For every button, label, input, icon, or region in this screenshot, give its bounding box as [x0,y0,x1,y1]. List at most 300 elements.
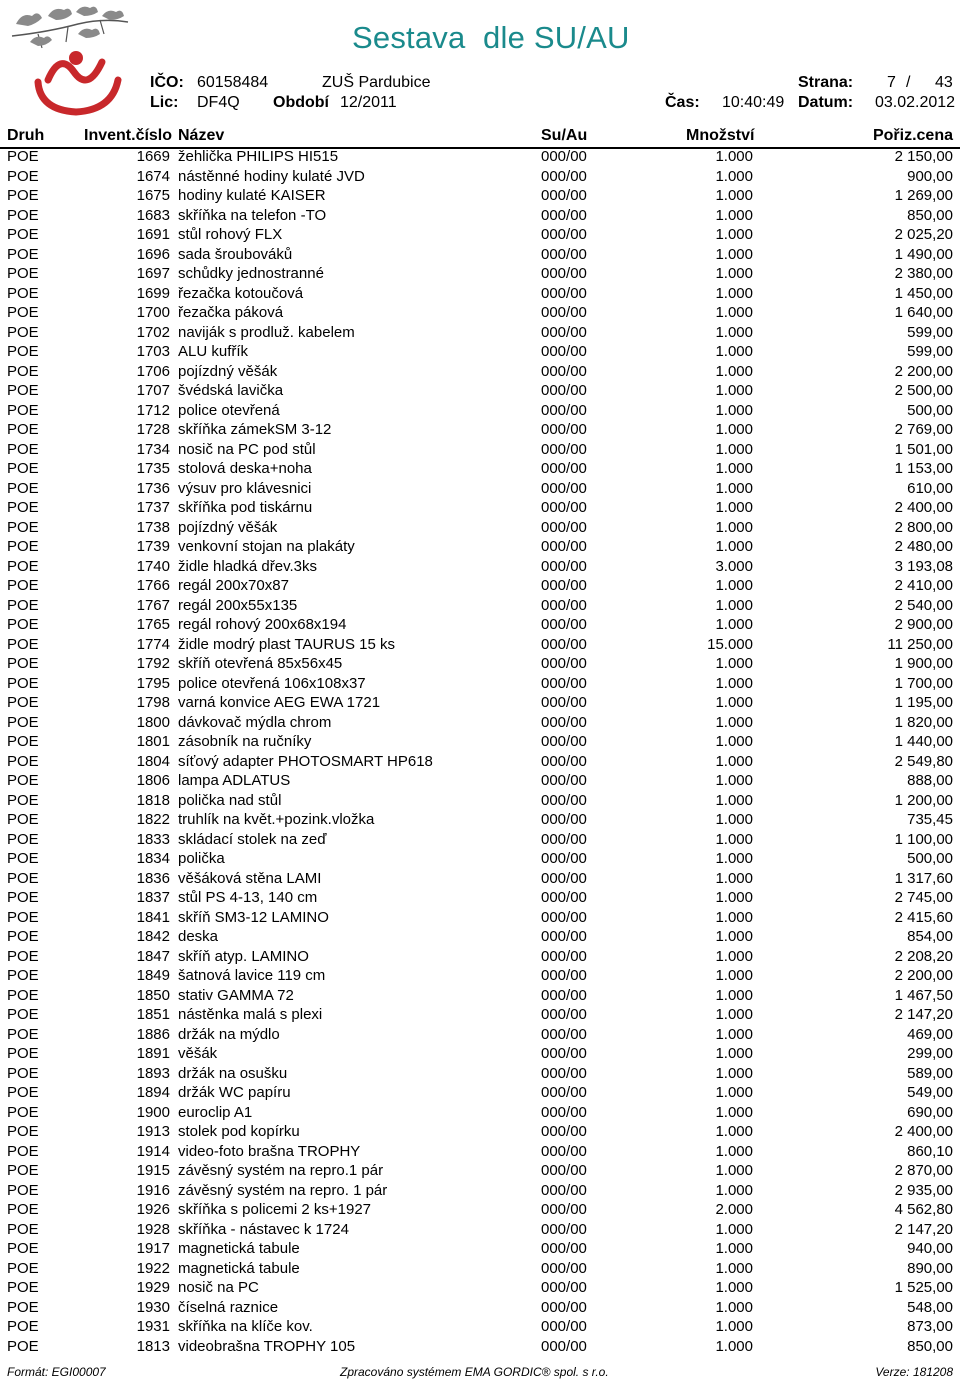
cell-price: 2 900,00 [894,616,953,633]
table-row [0,869,960,889]
cell-price: 2 400,00 [894,1123,953,1140]
time-label: Čas: [665,94,700,111]
cell-druh: POE [7,1045,39,1062]
cell-su: 000/00 [541,1103,587,1121]
cell-qty: 1.000 [715,1064,753,1082]
table-row [0,401,960,421]
cell-druh: POE [7,1142,39,1160]
cell-price: 549,00 [907,1084,953,1101]
cell-name: skříň otevřená 85x56x45 [178,655,343,672]
cell-qty: 1.000 [715,499,753,516]
cell-druh: POE [7,1064,39,1082]
cell-name: skříň atyp. LAMINO [178,947,309,965]
footer-format: Formát: EGI00007 [7,1365,106,1379]
table-row [0,752,960,772]
cell-price: 1 440,00 [894,733,953,750]
cell-price: 1 195,00 [894,694,953,711]
table-row [0,713,960,733]
cell-name: nosič na PC [178,1279,259,1296]
table-row [0,888,960,908]
cell-qty: 1.000 [715,986,753,1004]
table-row [0,908,960,928]
cell-qty: 1.000 [715,167,753,185]
cell-price: 2 549,80 [894,752,953,770]
cell-druh: POE [7,1337,39,1355]
cell-name: stůl rohový FLX [178,226,283,243]
table-row [0,440,960,460]
cell-qty: 1.000 [715,791,753,809]
cell-name: dávkovač mýdla chrom [178,713,332,731]
table-row [0,303,960,323]
cell-su: 000/00 [541,460,587,477]
cell-invent: 1707 [136,382,170,399]
cell-price: 2 400,00 [894,499,953,516]
cell-name: šatnová lavice 119 cm [178,967,326,984]
cell-qty: 1.000 [715,577,753,594]
cell-qty: 1.000 [715,226,753,243]
cell-druh: POE [7,167,39,185]
table-row [0,1200,960,1220]
cell-price: 3 193,08 [894,557,953,575]
cell-su: 000/00 [541,1084,587,1101]
cell-name: židle modrý plast TAURUS 15 ks [178,635,396,653]
table-row [0,1005,960,1025]
cell-name: nástěnka malá s plexi [178,1006,323,1023]
table-row [0,693,960,713]
cell-su: 000/00 [541,928,587,945]
table-row [0,1083,960,1103]
table-row [0,596,960,616]
cell-name: naviják s prodluž. kabelem [178,323,355,341]
cell-su: 000/00 [541,1337,587,1355]
cell-name: skříňka na telefon -TO [178,206,327,224]
table-row [0,771,960,791]
cell-name: skříňka zámekSM 3-12 [178,421,332,438]
lic-label: Lic: [150,94,179,111]
cell-qty: 1.000 [715,1045,753,1062]
cell-qty: 1.000 [715,148,753,165]
cell-druh: POE [7,265,39,282]
cell-invent: 1834 [136,850,170,867]
cell-qty: 1.000 [715,1259,753,1277]
cell-name: skříň SM3-12 LAMINO [178,908,329,926]
cell-druh: POE [7,382,39,399]
cell-su: 000/00 [541,655,587,672]
cell-invent: 1767 [136,596,170,614]
cell-druh: POE [7,791,39,809]
cell-qty: 1.000 [715,1162,753,1179]
cell-price: 2 480,00 [894,538,953,555]
cell-name: věšáková stěna LAMI [178,869,322,887]
cell-su: 000/00 [541,947,587,965]
cell-name: videobrašna TROPHY 105 [178,1337,356,1355]
cell-qty: 1.000 [715,1181,753,1199]
cell-price: 4 562,80 [894,1201,953,1218]
cell-qty: 1.000 [715,1220,753,1238]
cell-druh: POE [7,635,39,653]
cell-qty: 1.000 [715,928,753,945]
cell-price: 548,00 [907,1298,953,1316]
cell-su: 000/00 [541,1045,587,1062]
cell-invent: 1836 [136,869,170,887]
cell-su: 000/00 [541,967,587,984]
cell-su: 000/00 [541,1240,587,1257]
table-row [0,1220,960,1240]
cell-name: pojízdný věšák [178,518,278,536]
cell-invent: 1766 [136,577,170,594]
cell-qty: 1.000 [715,752,753,770]
cell-name: zásobník na ručníky [178,733,312,750]
cell-qty: 1.000 [715,1006,753,1023]
cell-name: závěsný systém na repro. 1 pár [178,1181,388,1199]
cell-su: 000/00 [541,635,587,653]
cell-invent: 1926 [136,1201,170,1218]
cell-druh: POE [7,440,39,458]
cell-name: video-foto brašna TROPHY [178,1142,361,1160]
cell-invent: 1849 [136,967,170,984]
cell-price: 1 820,00 [894,713,953,731]
cell-qty: 1.000 [715,479,753,497]
organization-name: ZUŠ Pardubice [322,74,431,91]
table-row [0,167,960,187]
cell-price: 888,00 [907,772,953,789]
cell-su: 000/00 [541,1279,587,1296]
cell-name: držák WC papíru [178,1084,291,1101]
cell-name: deska [178,928,219,945]
cell-name: číselná raznice [178,1298,279,1316]
cell-su: 000/00 [541,1259,587,1277]
cell-name: hodiny kulaté KAISER [178,187,326,204]
cell-druh: POE [7,694,39,711]
cell-druh: POE [7,577,39,594]
cell-su: 000/00 [541,889,587,906]
cell-druh: POE [7,1181,39,1199]
cell-invent: 1702 [136,323,170,341]
cell-druh: POE [7,1006,39,1023]
cell-su: 000/00 [541,557,587,575]
cell-druh: POE [7,206,39,224]
cell-name: regál 200x70x87 [178,577,289,594]
cell-invent: 1691 [136,226,170,243]
cell-su: 000/00 [541,869,587,887]
table-row [0,381,960,401]
table-row [0,1278,960,1298]
cell-price: 1 700,00 [894,674,953,692]
cell-druh: POE [7,148,39,165]
cell-druh: POE [7,655,39,672]
cell-name: držák na mýdlo [178,1025,280,1043]
cell-invent: 1674 [136,167,170,185]
cell-qty: 1.000 [715,967,753,984]
cell-su: 000/00 [541,518,587,536]
table-row [0,615,960,635]
cell-name: magnetická tabule [178,1240,300,1257]
cell-name: žehlička PHILIPS HI515 [178,148,339,165]
table-row [0,1181,960,1201]
table-row [0,498,960,518]
cell-druh: POE [7,226,39,243]
cell-su: 000/00 [541,1201,587,1218]
page-total: 43 [935,74,953,91]
cell-invent: 1818 [136,791,170,809]
cell-invent: 1931 [136,1318,170,1335]
table-row [0,654,960,674]
cell-qty: 1.000 [715,694,753,711]
column-header-qty: Množství [686,127,755,144]
cell-druh: POE [7,362,39,380]
cell-druh: POE [7,1084,39,1101]
cell-su: 000/00 [541,479,587,497]
cell-price: 1 200,00 [894,791,953,809]
date-value: 03.02.2012 [875,94,956,111]
cell-name: držák na osušku [178,1064,288,1082]
cell-name: police otevřená [178,401,280,419]
page-label: Strana: [798,74,854,91]
cell-price: 2 147,20 [894,1006,953,1023]
cell-druh: POE [7,811,39,828]
cell-su: 000/00 [541,343,587,360]
cell-invent: 1837 [136,889,170,906]
cell-qty: 1.000 [715,440,753,458]
cell-invent: 1850 [136,986,170,1004]
table-row [0,245,960,265]
table-row [0,1259,960,1279]
cell-su: 000/00 [541,986,587,1004]
table-row [0,479,960,499]
cell-invent: 1735 [136,460,170,477]
cell-su: 000/00 [541,148,587,165]
cell-druh: POE [7,1279,39,1296]
cell-druh: POE [7,830,39,848]
cell-price: 610,00 [907,479,953,497]
table-row [0,537,960,557]
cell-invent: 1795 [136,674,170,692]
cell-invent: 1675 [136,187,170,204]
table-row [0,1044,960,1064]
cell-name: židle hladká dřev.3ks [178,557,317,575]
cell-price: 469,00 [907,1025,953,1043]
cell-invent: 1696 [136,245,170,263]
cell-price: 850,00 [907,1337,953,1355]
cell-name: síťový adapter PHOTOSMART HP618 [178,752,433,770]
cell-price: 2 769,00 [894,421,953,438]
cell-qty: 1.000 [715,1318,753,1335]
cell-invent: 1917 [136,1240,170,1257]
cell-qty: 1.000 [715,713,753,731]
cell-name: polička [178,850,225,867]
cell-price: 1 640,00 [894,304,953,321]
cell-druh: POE [7,401,39,419]
table-row [0,225,960,245]
cell-druh: POE [7,1220,39,1238]
cell-druh: POE [7,1298,39,1316]
cell-price: 873,00 [907,1318,953,1335]
cell-qty: 1.000 [715,206,753,224]
column-header-druh: Druh [7,127,45,144]
cell-invent: 1703 [136,343,170,360]
cell-name: skříňka s policemi 2 ks+1927 [178,1201,372,1218]
cell-price: 850,00 [907,206,953,224]
cell-su: 000/00 [541,908,587,926]
cell-invent: 1738 [136,518,170,536]
cell-invent: 1922 [136,1259,170,1277]
cell-su: 000/00 [541,694,587,711]
cell-price: 589,00 [907,1064,953,1082]
cell-qty: 1.000 [715,1084,753,1101]
cell-druh: POE [7,596,39,614]
cell-name: regál 200x55x135 [178,596,298,614]
table-row [0,1298,960,1318]
cell-qty: 1.000 [715,460,753,477]
cell-invent: 1900 [136,1103,170,1121]
cell-invent: 1833 [136,830,170,848]
cell-qty: 1.000 [715,811,753,828]
table-row [0,323,960,343]
cell-qty: 1.000 [715,1337,753,1355]
cell-qty: 1.000 [715,850,753,867]
cell-name: stůl PS 4-13, 140 cm [178,889,318,906]
cell-name: euroclip A1 [178,1103,253,1121]
cell-druh: POE [7,499,39,516]
cell-druh: POE [7,323,39,341]
cell-price: 2 500,00 [894,382,953,399]
cell-name: police otevřená 106x108x37 [178,674,366,692]
cell-qty: 1.000 [715,908,753,926]
cell-qty: 1.000 [715,362,753,380]
column-header-invent: Invent.číslo [84,127,173,144]
cell-invent: 1792 [136,655,170,672]
cell-su: 000/00 [541,1298,587,1316]
cell-name: stativ GAMMA 72 [178,986,294,1004]
cell-price: 900,00 [907,167,953,185]
cell-su: 000/00 [541,167,587,185]
cell-druh: POE [7,343,39,360]
cell-druh: POE [7,1025,39,1043]
cell-invent: 1706 [136,362,170,380]
cell-qty: 1.000 [715,830,753,848]
cell-druh: POE [7,1162,39,1179]
cell-price: 299,00 [907,1045,953,1062]
table-row [0,1142,960,1162]
cell-price: 500,00 [907,401,953,419]
cell-qty: 1.000 [715,187,753,204]
cell-su: 000/00 [541,499,587,516]
cell-qty: 15.000 [707,635,753,653]
cell-qty: 1.000 [715,1025,753,1043]
cell-invent: 1894 [136,1084,170,1101]
cell-price: 2 540,00 [894,596,953,614]
table-row [0,518,960,538]
cell-su: 000/00 [541,421,587,438]
cell-invent: 1801 [136,733,170,750]
table-row [0,362,960,382]
cell-druh: POE [7,850,39,867]
cell-su: 000/00 [541,1123,587,1140]
cell-druh: POE [7,1201,39,1218]
cell-name: polička nad stůl [178,791,282,809]
cell-druh: POE [7,733,39,750]
table-row [0,986,960,1006]
cell-invent: 1740 [136,557,170,575]
time-value: 10:40:49 [722,94,785,111]
cell-druh: POE [7,1103,39,1121]
cell-invent: 1930 [136,1298,170,1316]
cell-name: truhlík na květ.+pozink.vložka [178,811,375,828]
cell-price: 2 150,00 [894,148,953,165]
cell-qty: 1.000 [715,1298,753,1316]
cell-invent: 1798 [136,694,170,711]
table-row [0,1239,960,1259]
cell-druh: POE [7,187,39,204]
table-row [0,1064,960,1084]
cell-druh: POE [7,752,39,770]
cell-qty: 1.000 [715,596,753,614]
cell-su: 000/00 [541,1142,587,1160]
table-row [0,206,960,226]
table-row [0,557,960,577]
footer-version: Verze: 181208 [875,1365,953,1379]
cell-price: 2 415,60 [894,908,953,926]
cell-price: 2 745,00 [894,889,953,906]
cell-su: 000/00 [541,1006,587,1023]
cell-invent: 1916 [136,1181,170,1199]
table-row [0,264,960,284]
school-logo-icon [8,2,133,117]
cell-su: 000/00 [541,401,587,419]
table-row [0,849,960,869]
table-row [0,147,960,167]
cell-qty: 1.000 [715,304,753,321]
cell-invent: 1712 [136,401,170,419]
table-row [0,576,960,596]
cell-druh: POE [7,518,39,536]
cell-name: skříňka pod tiskárnu [178,499,313,516]
period-value: 12/2011 [340,94,397,111]
cell-su: 000/00 [541,733,587,750]
cell-druh: POE [7,869,39,887]
cell-name: švédská lavička [178,382,284,399]
cell-price: 890,00 [907,1259,953,1277]
cell-su: 000/00 [541,752,587,770]
cell-su: 000/00 [541,265,587,282]
cell-druh: POE [7,460,39,477]
cell-invent: 1728 [136,421,170,438]
cell-price: 2 208,20 [894,947,953,965]
lic-value: DF4Q [197,94,240,111]
cell-invent: 1929 [136,1279,170,1296]
cell-druh: POE [7,421,39,438]
cell-su: 000/00 [541,1181,587,1199]
cell-qty: 1.000 [715,1279,753,1296]
cell-invent: 1697 [136,265,170,282]
cell-invent: 1851 [136,1006,170,1023]
cell-su: 000/00 [541,362,587,380]
cell-qty: 1.000 [715,323,753,341]
cell-druh: POE [7,772,39,789]
column-header-name: Název [178,127,225,144]
cell-druh: POE [7,947,39,965]
cell-druh: POE [7,1240,39,1257]
date-label: Datum: [798,94,854,111]
cell-su: 000/00 [541,674,587,692]
cell-price: 1 900,00 [894,655,953,672]
cell-druh: POE [7,908,39,926]
cell-name: skládací stolek na zeď [178,830,327,848]
cell-price: 2 200,00 [894,967,953,984]
cell-name: věšák [178,1045,218,1062]
cell-invent: 1822 [136,811,170,828]
table-row [0,947,960,967]
